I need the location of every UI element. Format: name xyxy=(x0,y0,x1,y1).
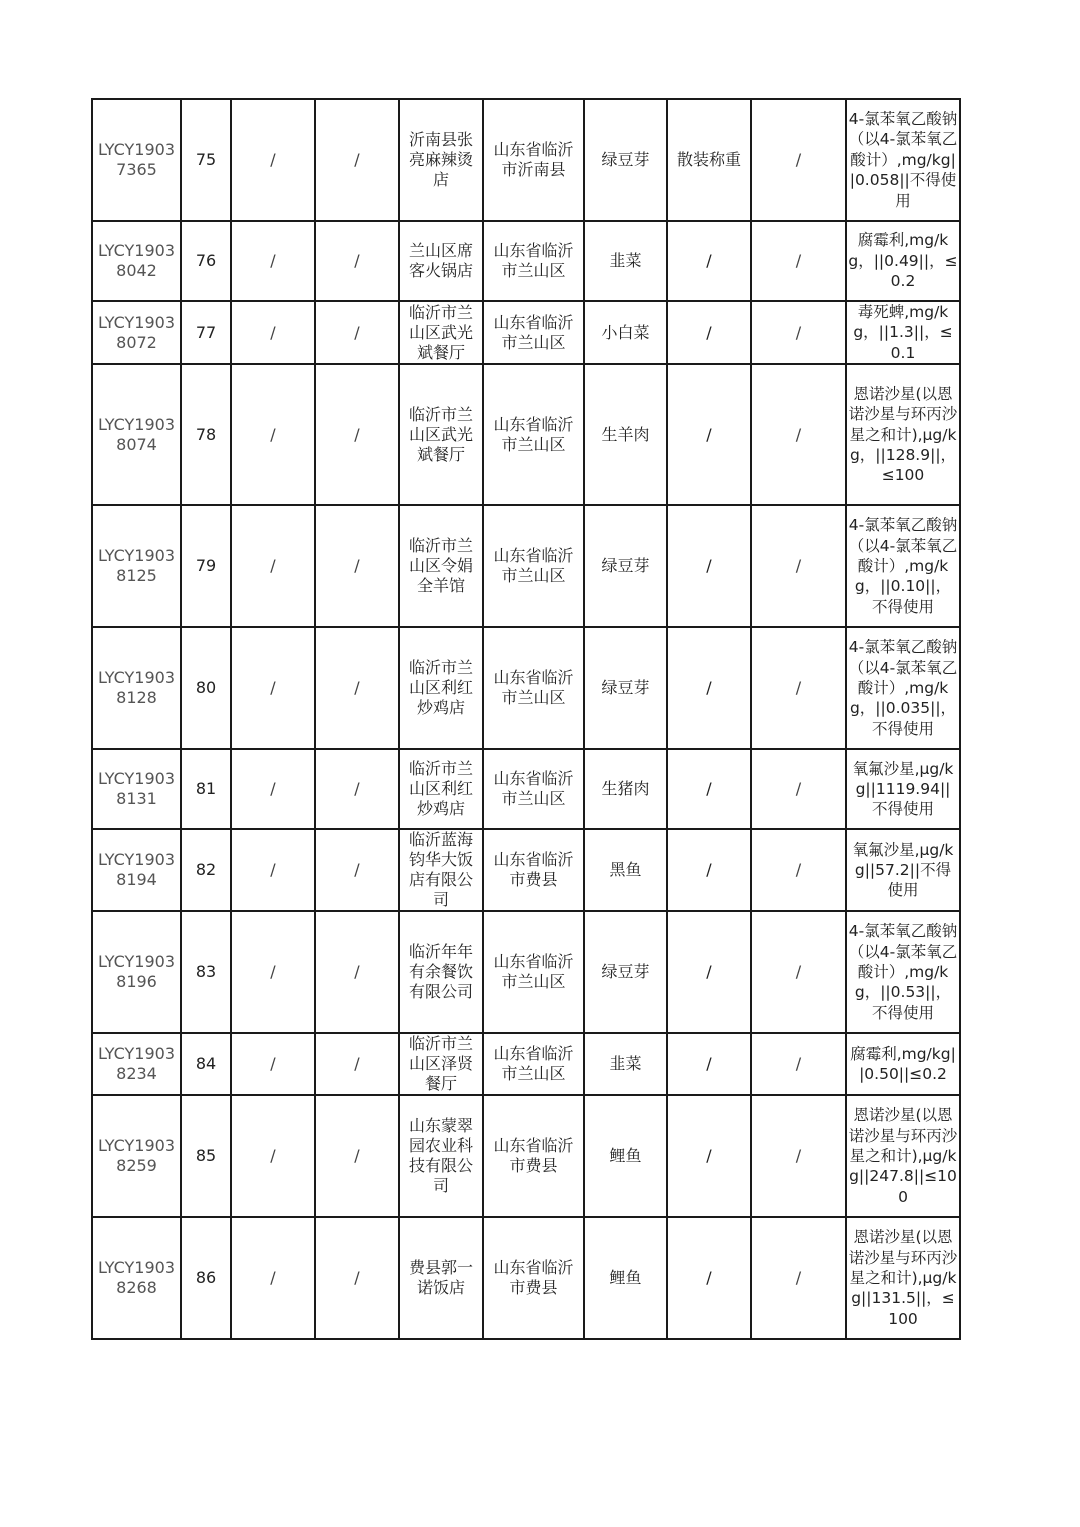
col3-cell: / xyxy=(231,364,315,505)
product-name-cell: 韭菜 xyxy=(584,1033,667,1095)
col3-cell: / xyxy=(231,627,315,749)
col3-cell: / xyxy=(231,1033,315,1095)
col3-cell: / xyxy=(231,221,315,301)
serial-number-cell: 78 xyxy=(181,364,231,505)
col4-cell: / xyxy=(315,505,399,627)
serial-number-cell: 76 xyxy=(181,221,231,301)
sample-id-cell: LYCY19038125 xyxy=(92,505,181,627)
col4-cell: / xyxy=(315,1033,399,1095)
business-name-cell: 临沂市兰山区泽贤餐厅 xyxy=(399,1033,483,1095)
serial-number-cell: 83 xyxy=(181,911,231,1033)
test-result-cell: 腐霉利,mg/kg，||0.49||，≤0.2 xyxy=(846,221,960,301)
col4-cell: / xyxy=(315,301,399,364)
business-name-cell: 临沂市兰山区利红炒鸡店 xyxy=(399,627,483,749)
test-result-cell: 恩诺沙星(以恩诺沙星与环丙沙星之和计),μg/kg，||128.9||，≤100 xyxy=(846,364,960,505)
specification-cell: / xyxy=(667,829,751,911)
col9-cell: / xyxy=(751,1095,846,1217)
test-result-cell: 恩诺沙星(以恩诺沙星与环丙沙星之和计),μg/kg||247.8||≤100 xyxy=(846,1095,960,1217)
col4-cell: / xyxy=(315,1095,399,1217)
location-cell: 山东省临沂市费县 xyxy=(483,1217,584,1339)
col9-cell: / xyxy=(751,749,846,829)
sample-id-cell: LYCY19038072 xyxy=(92,301,181,364)
product-name-cell: 韭菜 xyxy=(584,221,667,301)
sample-id-cell: LYCY19038074 xyxy=(92,364,181,505)
col9-cell: / xyxy=(751,627,846,749)
col9-cell: / xyxy=(751,301,846,364)
location-cell: 山东省临沂市兰山区 xyxy=(483,1033,584,1095)
col3-cell: / xyxy=(231,749,315,829)
col4-cell: / xyxy=(315,99,399,221)
col3-cell: / xyxy=(231,505,315,627)
col4-cell: / xyxy=(315,911,399,1033)
col9-cell: / xyxy=(751,829,846,911)
col4-cell: / xyxy=(315,221,399,301)
serial-number-cell: 82 xyxy=(181,829,231,911)
product-name-cell: 绿豆芽 xyxy=(584,911,667,1033)
specification-cell: / xyxy=(667,221,751,301)
col4-cell: / xyxy=(315,627,399,749)
table-row xyxy=(92,505,960,627)
serial-number-cell: 81 xyxy=(181,749,231,829)
sample-id-cell: LYCY19038194 xyxy=(92,829,181,911)
table-row xyxy=(92,627,960,749)
col4-cell: / xyxy=(315,749,399,829)
test-result-cell: 4-氯苯氧乙酸钠（以4-氯苯氧乙酸计）,mg/kg，||0.10||，不得使用 xyxy=(846,505,960,627)
sample-id-cell: LYCY19038234 xyxy=(92,1033,181,1095)
col9-cell: / xyxy=(751,1033,846,1095)
col9-cell: / xyxy=(751,99,846,221)
sample-id-cell: LYCY19038268 xyxy=(92,1217,181,1339)
serial-number-cell: 80 xyxy=(181,627,231,749)
test-result-cell: 毒死蜱,mg/kg，||1.3||，≤0.1 xyxy=(846,301,960,364)
specification-cell: 散装称重 xyxy=(667,99,751,221)
product-name-cell: 鲤鱼 xyxy=(584,1217,667,1339)
specification-cell: / xyxy=(667,1095,751,1217)
location-cell: 山东省临沂市兰山区 xyxy=(483,911,584,1033)
col4-cell: / xyxy=(315,829,399,911)
business-name-cell: 临沂市兰山区武光斌餐厅 xyxy=(399,301,483,364)
test-result-cell: 氧氟沙星,μg/kg||57.2||不得使用 xyxy=(846,829,960,911)
test-result-cell: 恩诺沙星(以恩诺沙星与环丙沙星之和计),μg/kg||131.5||，≤100 xyxy=(846,1217,960,1339)
serial-number-cell: 75 xyxy=(181,99,231,221)
col3-cell: / xyxy=(231,1217,315,1339)
test-result-cell: 4-氯苯氧乙酸钠（以4-氯苯氧乙酸计）,mg/kg||0.058||不得使用 xyxy=(846,99,960,221)
business-name-cell: 兰山区席客火锅店 xyxy=(399,221,483,301)
business-name-cell: 临沂市兰山区令娟全羊馆 xyxy=(399,505,483,627)
test-result-cell: 腐霉利,mg/kg||0.50||≤0.2 xyxy=(846,1033,960,1095)
location-cell: 山东省临沂市兰山区 xyxy=(483,301,584,364)
specification-cell: / xyxy=(667,627,751,749)
specification-cell: / xyxy=(667,505,751,627)
inspection-table xyxy=(91,98,961,1340)
table-row xyxy=(92,364,960,505)
specification-cell: / xyxy=(667,301,751,364)
business-name-cell: 沂南县张亮麻辣烫店 xyxy=(399,99,483,221)
table-row xyxy=(92,301,960,364)
table-row xyxy=(92,911,960,1033)
specification-cell: / xyxy=(667,911,751,1033)
location-cell: 山东省临沂市费县 xyxy=(483,1095,584,1217)
test-result-cell: 氧氟沙星,μg/kg||1119.94||不得使用 xyxy=(846,749,960,829)
col9-cell: / xyxy=(751,505,846,627)
location-cell: 山东省临沂市兰山区 xyxy=(483,749,584,829)
sample-id-cell: LYCY19038128 xyxy=(92,627,181,749)
product-name-cell: 绿豆芽 xyxy=(584,99,667,221)
sample-id-cell: LYCY19037365 xyxy=(92,99,181,221)
specification-cell: / xyxy=(667,364,751,505)
table-row xyxy=(92,1095,960,1217)
sample-id-cell: LYCY19038196 xyxy=(92,911,181,1033)
location-cell: 山东省临沂市沂南县 xyxy=(483,99,584,221)
serial-number-cell: 86 xyxy=(181,1217,231,1339)
col9-cell: / xyxy=(751,364,846,505)
business-name-cell: 临沂蓝海钧华大饭店有限公司 xyxy=(399,829,483,911)
specification-cell: / xyxy=(667,749,751,829)
product-name-cell: 小白菜 xyxy=(584,301,667,364)
specification-cell: / xyxy=(667,1033,751,1095)
col4-cell: / xyxy=(315,1217,399,1339)
location-cell: 山东省临沂市兰山区 xyxy=(483,364,584,505)
location-cell: 山东省临沂市费县 xyxy=(483,829,584,911)
serial-number-cell: 85 xyxy=(181,1095,231,1217)
serial-number-cell: 77 xyxy=(181,301,231,364)
sample-id-cell: LYCY19038131 xyxy=(92,749,181,829)
business-name-cell: 山东蒙翠园农业科技有限公司 xyxy=(399,1095,483,1217)
product-name-cell: 绿豆芽 xyxy=(584,627,667,749)
sample-id-cell: LYCY19038042 xyxy=(92,221,181,301)
table-body xyxy=(92,99,960,1339)
col9-cell: / xyxy=(751,911,846,1033)
col3-cell: / xyxy=(231,911,315,1033)
business-name-cell: 临沂市兰山区武光斌餐厅 xyxy=(399,364,483,505)
location-cell: 山东省临沂市兰山区 xyxy=(483,505,584,627)
business-name-cell: 临沂市兰山区利红炒鸡店 xyxy=(399,749,483,829)
serial-number-cell: 79 xyxy=(181,505,231,627)
table-row xyxy=(92,749,960,829)
table-row xyxy=(92,1033,960,1095)
table-row xyxy=(92,221,960,301)
col3-cell: / xyxy=(231,1095,315,1217)
col3-cell: / xyxy=(231,829,315,911)
table-row xyxy=(92,99,960,221)
business-name-cell: 费县郭一诺饭店 xyxy=(399,1217,483,1339)
col4-cell: / xyxy=(315,364,399,505)
product-name-cell: 鲤鱼 xyxy=(584,1095,667,1217)
col3-cell: / xyxy=(231,99,315,221)
col9-cell: / xyxy=(751,221,846,301)
table-row xyxy=(92,829,960,911)
serial-number-cell: 84 xyxy=(181,1033,231,1095)
location-cell: 山东省临沂市兰山区 xyxy=(483,221,584,301)
location-cell: 山东省临沂市兰山区 xyxy=(483,627,584,749)
test-result-cell: 4-氯苯氧乙酸钠（以4-氯苯氧乙酸计）,mg/kg，||0.035||，不得使用 xyxy=(846,627,960,749)
sample-id-cell: LYCY19038259 xyxy=(92,1095,181,1217)
col9-cell: / xyxy=(751,1217,846,1339)
table-row xyxy=(92,1217,960,1339)
col3-cell: / xyxy=(231,301,315,364)
product-name-cell: 绿豆芽 xyxy=(584,505,667,627)
product-name-cell: 黑鱼 xyxy=(584,829,667,911)
business-name-cell: 临沂年年有余餐饮有限公司 xyxy=(399,911,483,1033)
test-result-cell: 4-氯苯氧乙酸钠（以4-氯苯氧乙酸计）,mg/kg，||0.53||，不得使用 xyxy=(846,911,960,1033)
product-name-cell: 生羊肉 xyxy=(584,364,667,505)
specification-cell: / xyxy=(667,1217,751,1339)
product-name-cell: 生猪肉 xyxy=(584,749,667,829)
